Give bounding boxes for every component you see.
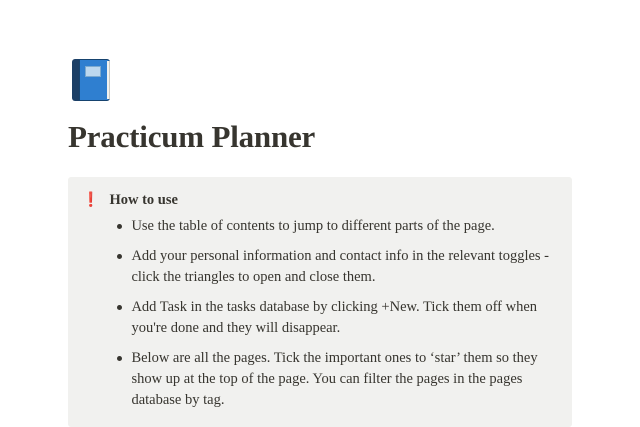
notebook-icon[interactable] [68,56,114,102]
notebook-page-edge [107,61,110,99]
notebook-icon-shape [72,59,110,101]
list-item: Below are all the pages. Tick the important ones to ‘star’ them so they show up at the top of the page. You can filter the pages in the pages database by tag. [131,348,556,411]
callout-block [68,177,572,427]
list-item: Use the table of contents to jump to different parts of the page. [131,216,556,237]
list-item: Add your personal information and contact info in the relevant toggles - click the triangles to open and close them. [131,246,556,288]
page-content [0,56,640,427]
instructions-list [109,216,556,411]
top-spacer [0,0,640,18]
page-title: Practicum Planner [68,119,316,154]
list-item: Add Task in the tasks database by clicking +New. Tick them off when you're done and they will disappear. [131,297,556,339]
exclamation-mark-icon: ❗ [82,193,100,209]
callout-body [109,191,556,411]
notebook-cover [79,59,110,101]
callout-title: How to use [109,192,178,209]
